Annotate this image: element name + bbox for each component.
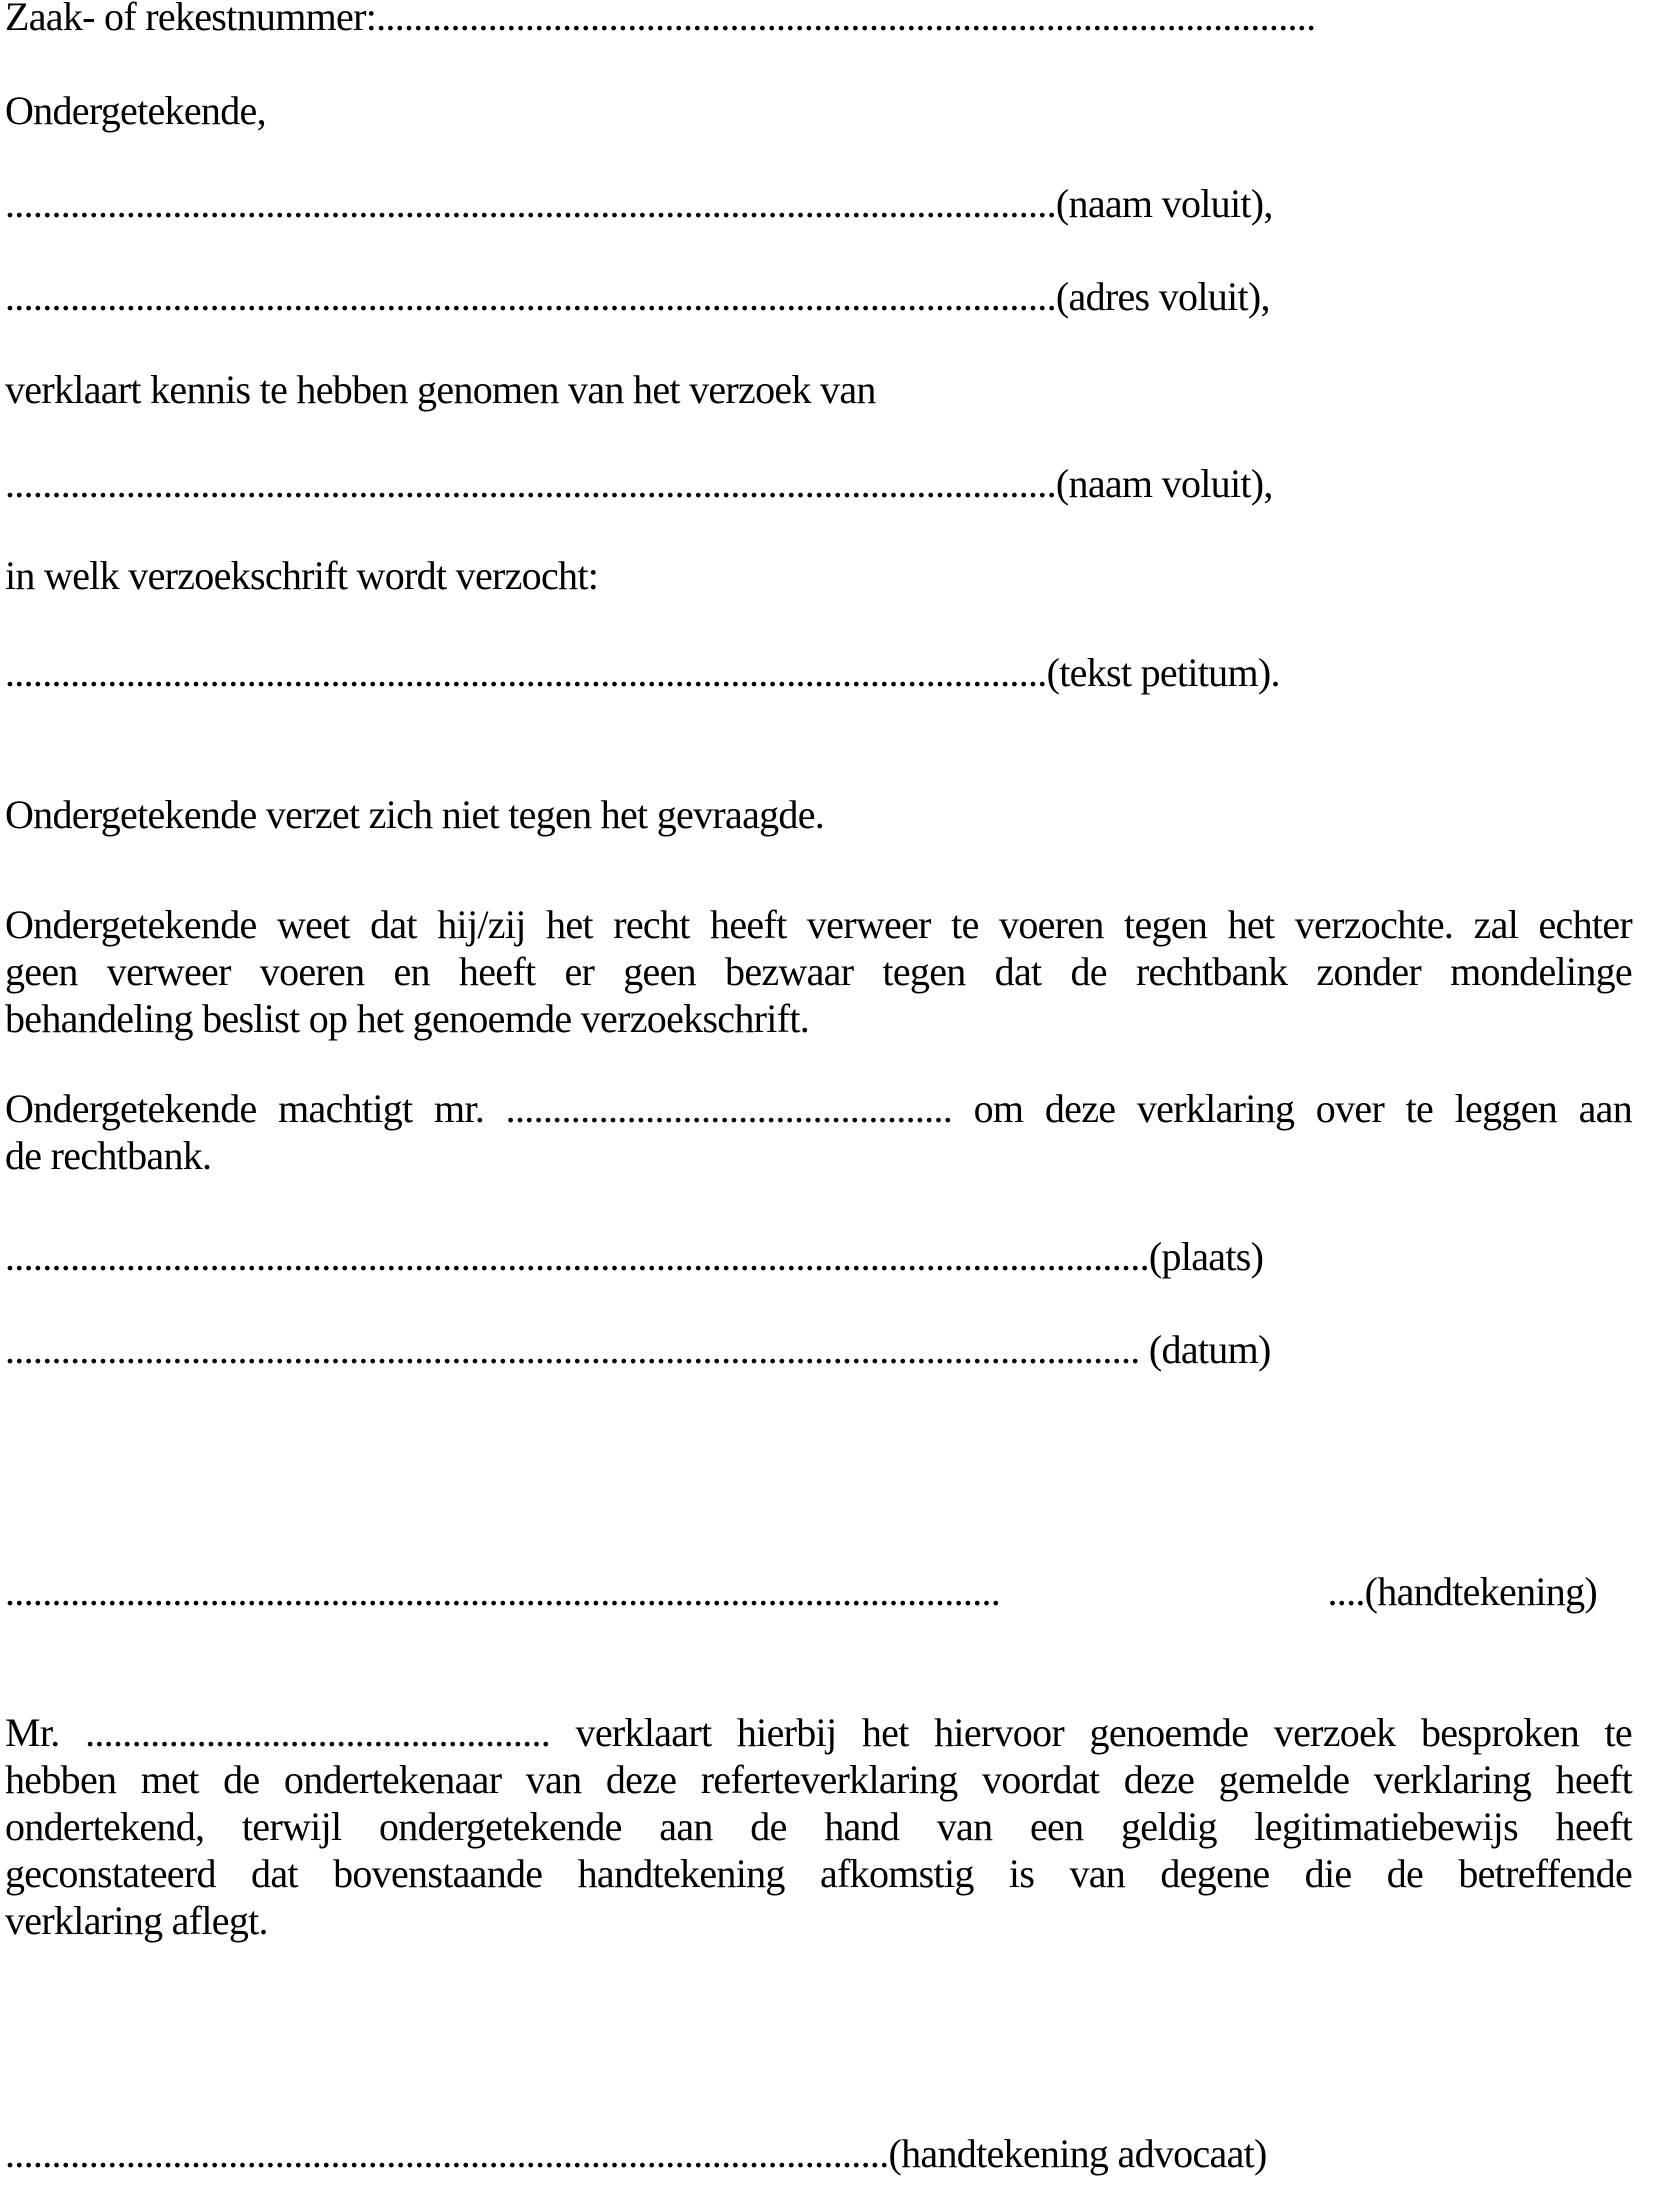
case-number-line: Zaak- of rekestnummer:..................................................................................................... bbox=[5, 0, 1316, 39]
no-objection-line: Ondergetekende verzet zich niet tegen het gevraagde. bbox=[5, 792, 825, 837]
attorney-declaration-line-2: hebben met de ondertekenaar van deze referteverklaring voordat deze gemelde verklaring heeft bbox=[5, 1757, 1632, 1802]
signature-dotted-rule: ........................................................................................................... bbox=[5, 1569, 1001, 1614]
request-intro-line: in welk verzoekschrift wordt verzocht: bbox=[5, 553, 599, 598]
authorization-paragraph bbox=[5, 1085, 1632, 1179]
rights-paragraph-line-3: behandeling beslist op het genoemde verzoekschrift. bbox=[5, 996, 810, 1041]
signature-label: ....(handtekening) bbox=[1327, 1569, 1597, 1614]
attorney-signature-field-line: ...............................................................................................(handtekening advocaat) bbox=[5, 2131, 1267, 2176]
address-field-line: .................................................................................................................(adres voluit), bbox=[5, 274, 1270, 319]
place-field-line: ...........................................................................................................................(plaats) bbox=[5, 1234, 1264, 1279]
name-field-line-1: .................................................................................................................(naam voluit), bbox=[5, 181, 1273, 226]
authorization-paragraph-line-2: de rechtbank. bbox=[5, 1133, 212, 1178]
acknowledgment-line: verklaart kennis te hebben genomen van het verzoek van bbox=[5, 367, 876, 412]
attorney-declaration-paragraph bbox=[5, 1709, 1632, 1944]
rights-paragraph bbox=[5, 901, 1632, 1042]
attorney-declaration-line-3: ondertekend, terwijl ondergetekende aan de hand van een geldig legitimatiebewijs heeft bbox=[5, 1804, 1632, 1849]
attorney-declaration-line-1: Mr. .................................................. verklaart hierbij het hiervoor genoemde verzoek besproken te bbox=[5, 1710, 1632, 1755]
date-field-line: .......................................................................................................................... (datum) bbox=[5, 1327, 1271, 1372]
authorization-paragraph-line-1: Ondergetekende machtigt mr. ................................................ om deze verklaring over te leggen aan bbox=[5, 1086, 1632, 1131]
text-column bbox=[5, 0, 1632, 2177]
attorney-declaration-line-4: geconstateerd dat bovenstaande handtekening afkomstig is van degene die de betreffende bbox=[5, 1851, 1632, 1896]
signature-line bbox=[5, 1568, 1597, 1615]
name-field-line-2: .................................................................................................................(naam voluit), bbox=[5, 461, 1273, 506]
rights-paragraph-line-2: geen verweer voeren en heeft er geen bezwaar tegen dat de rechtbank zonder mondelinge bbox=[5, 949, 1632, 994]
rights-paragraph-line-1: Ondergetekende weet dat hij/zij het recht heeft verweer te voeren tegen het verzochte. zal echter bbox=[5, 902, 1632, 947]
petition-text-field-line: ................................................................................................................(tekst petitum). bbox=[5, 650, 1280, 695]
attorney-declaration-line-5: verklaring aflegt. bbox=[5, 1898, 268, 1943]
salutation-line: Ondergetekende, bbox=[5, 88, 266, 133]
